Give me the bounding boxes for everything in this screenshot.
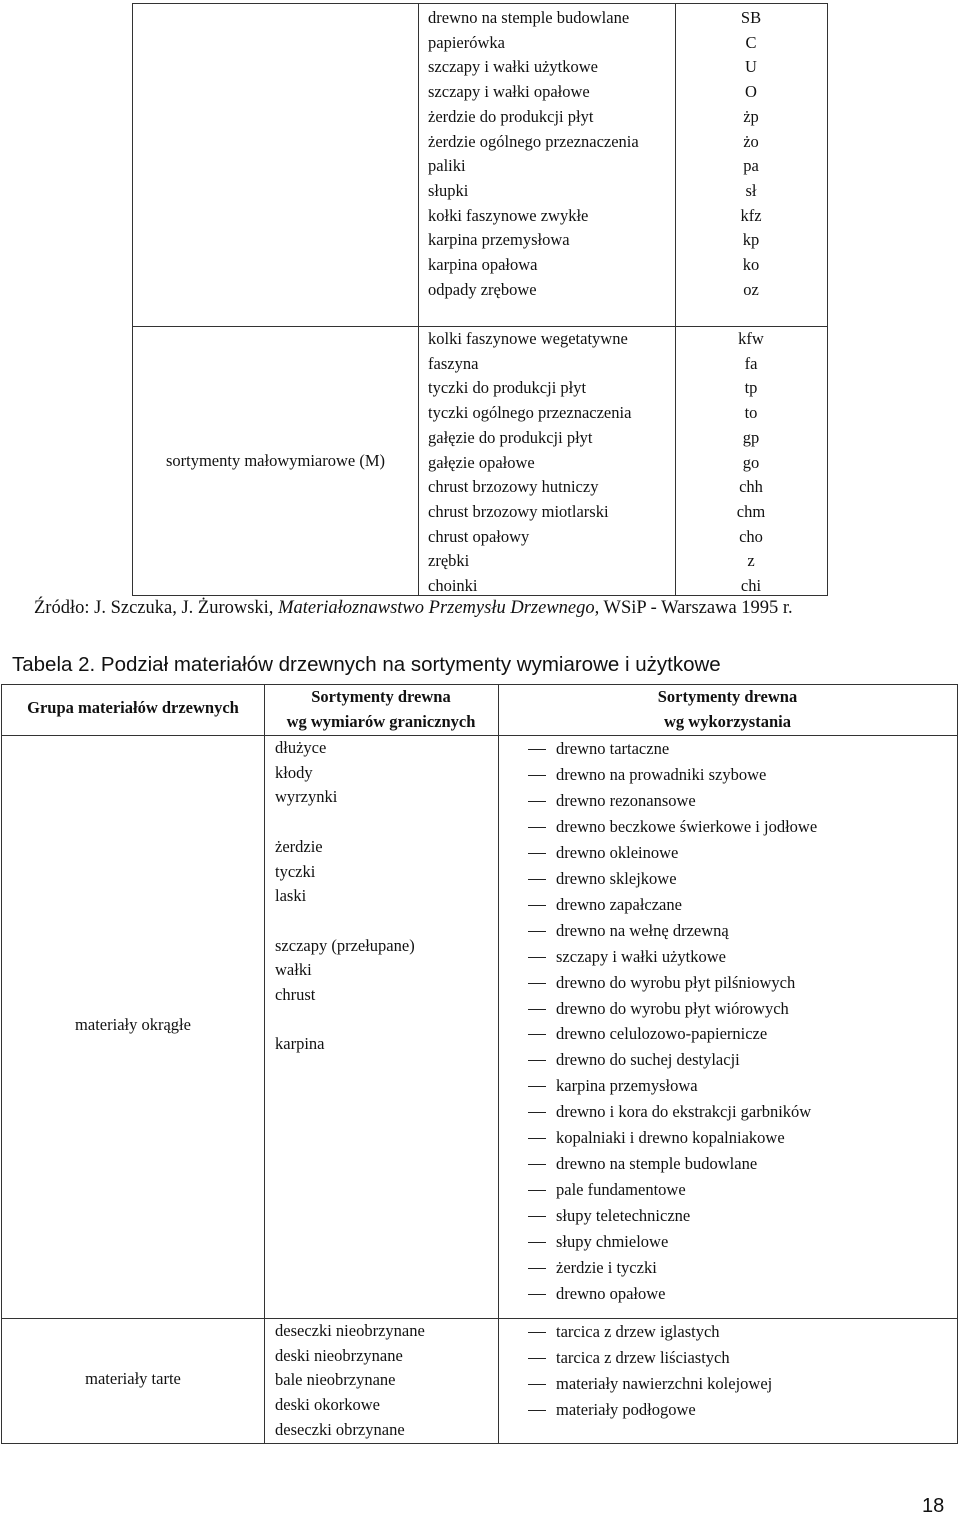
header-usage-line: wg wykorzystania xyxy=(664,711,791,731)
sortiment-name: szczapy i wałki użytkowe xyxy=(428,57,598,77)
list-item: drewno i kora do ekstrakcji garbników xyxy=(528,1099,817,1125)
column-divider xyxy=(418,4,419,326)
sortiment-code: kfz xyxy=(740,205,762,225)
dimension-item: deseczki nieobrzynane xyxy=(275,1321,425,1340)
dimension-item: żerdzie xyxy=(275,836,323,856)
sortiment-name: kołki faszynowe zwykłe xyxy=(428,205,589,225)
source-publisher: , WSiP - Warszawa 1995 r. xyxy=(594,598,793,618)
sortiment-code: z xyxy=(747,551,755,571)
dimension-item: kłody xyxy=(275,762,313,782)
dimension-item: chrust xyxy=(275,985,316,1004)
dimension-item: tyczki xyxy=(275,861,316,881)
dimension-sortiments xyxy=(275,736,415,1057)
group-label: materiały okrągłe xyxy=(75,1015,191,1034)
sortiment-names-cell xyxy=(428,327,631,599)
sortiment-code: tp xyxy=(744,378,758,398)
list-item: drewno do suchej destylacji xyxy=(528,1047,817,1073)
list-item: żerdzie i tyczki xyxy=(528,1255,817,1281)
sortiment-name: gałęzie opałowe xyxy=(428,452,535,472)
list-item: drewno do wyrobu płyt wiórowych xyxy=(528,996,817,1022)
sortiment-name: choinki xyxy=(428,576,478,596)
list-item: tarcica z drzew liściastych xyxy=(528,1345,772,1371)
group-label: materiały tarte xyxy=(85,1369,181,1388)
sortiment-name: żerdzie ogólnego przeznaczenia xyxy=(428,131,639,151)
sortiment-codes-table xyxy=(132,3,828,596)
list-item: kopalniaki i drewno kopalniakowe xyxy=(528,1125,817,1151)
source-authors: Źródło: J. Szczuka, J. Żurowski, xyxy=(34,598,279,618)
list-item: drewno celulozowo-papiernicze xyxy=(528,1021,817,1047)
sortiment-name: tyczki ogólnego przeznaczenia xyxy=(428,403,632,423)
column-divider xyxy=(264,685,265,1443)
sortiment-code: gp xyxy=(742,427,760,447)
dimension-item: deski okorkowe xyxy=(275,1395,380,1415)
dimension-item: wałki xyxy=(275,960,312,980)
sortiment-name: słupki xyxy=(428,180,469,200)
sortiment-code: sł xyxy=(745,180,757,200)
sortiment-name: karpina opałowa xyxy=(428,255,538,275)
header-usage xyxy=(498,685,957,734)
sortiment-name: karpina przemysłowa xyxy=(428,230,570,250)
list-item: słupy chmielowe xyxy=(528,1229,817,1255)
header-group: Grupa materiałów drzewnych xyxy=(27,698,239,717)
sortiment-name: tyczki do produkcji płyt xyxy=(428,378,587,398)
sortiment-code: kfw xyxy=(738,329,764,348)
sortiment-code: fa xyxy=(744,353,758,373)
sortiment-code: chm xyxy=(736,501,766,521)
list-item: drewno tartaczne xyxy=(528,736,817,762)
sortiment-code: chh xyxy=(739,477,763,497)
wood-materials-table xyxy=(1,684,958,1444)
sortiment-code: chi xyxy=(740,576,762,596)
list-item: drewno opałowe xyxy=(528,1281,817,1307)
row-divider xyxy=(2,1318,957,1319)
sortiment-code: O xyxy=(745,82,757,102)
table-row xyxy=(133,326,827,595)
sortiment-name: odpady zrębowe xyxy=(428,279,537,299)
list-item: szczapy i wałki użytkowe xyxy=(528,944,817,970)
list-item: drewno na wełnę drzewną xyxy=(528,918,817,944)
sortiment-code: kp xyxy=(742,230,760,250)
dimension-item: deseczki obrzynane xyxy=(275,1419,405,1439)
dimension-item: laski xyxy=(275,886,307,906)
list-item: drewno beczkowe świerkowe i jodłowe xyxy=(528,814,817,840)
sortiment-name: chrust brzozowy hutniczy xyxy=(428,477,599,497)
list-item: karpina przemysłowa xyxy=(528,1073,817,1099)
sortiment-name: gałęzie do produkcji płyt xyxy=(428,427,593,447)
sortiment-name: papierówka xyxy=(428,32,505,52)
group-label: sortymenty małowymiarowe (M) xyxy=(165,450,386,470)
source-title: Materiałoznawstwo Przemysłu Drzewnego xyxy=(278,598,595,618)
dimension-item: bale nieobrzynane xyxy=(275,1370,396,1390)
dimension-item: szczapy (przełupane) xyxy=(275,935,415,955)
sortiment-code: żo xyxy=(743,131,759,151)
header-dimensions-line: wg wymiarów granicznych xyxy=(286,711,476,731)
source-citation xyxy=(34,596,793,620)
page-number: 18 xyxy=(922,1495,945,1517)
sortiment-code: C xyxy=(745,32,757,52)
sortiment-code: to xyxy=(744,403,758,423)
sortiment-name: paliki xyxy=(428,156,466,176)
sortiment-codes-cell xyxy=(675,327,827,599)
list-item: drewno na prowadniki szybowe xyxy=(528,762,817,788)
sortiment-name: żerdzie do produkcji płyt xyxy=(428,106,594,126)
table-row xyxy=(133,4,827,327)
header-dimensions xyxy=(264,685,498,734)
dimension-item: karpina xyxy=(275,1034,325,1054)
dimension-sortiments xyxy=(275,1319,425,1443)
table-caption: Tabela 2. Podział materiałów drzewnych na sortymenty wymiarowe i użytkowe xyxy=(12,653,721,676)
column-divider xyxy=(498,685,499,1443)
dimension-item: dłużyce xyxy=(275,738,327,757)
list-item: drewno sklejkowe xyxy=(528,866,817,892)
sortiment-code: SB xyxy=(740,8,762,27)
sortiment-code: cho xyxy=(739,526,763,546)
dimension-item: wyrzynki xyxy=(275,787,338,807)
sortiment-name: kolki faszynowe wegetatywne xyxy=(428,329,628,348)
sortiment-name: chrust brzozowy miotlarski xyxy=(428,501,609,521)
sortiment-code: żp xyxy=(743,106,759,126)
usage-sortiments xyxy=(528,1319,772,1423)
sortiment-code: go xyxy=(742,452,760,472)
list-item: materiały podłogowe xyxy=(528,1397,772,1423)
usage-sortiments xyxy=(528,736,817,1307)
list-item: drewno do wyrobu płyt pilśniowych xyxy=(528,970,817,996)
list-item: drewno zapałczane xyxy=(528,892,817,918)
header-usage-line: Sortymenty drewna xyxy=(657,687,798,706)
sortiment-code: ko xyxy=(742,255,760,275)
list-item: drewno okleinowe xyxy=(528,840,817,866)
sortiment-name: chrust opałowy xyxy=(428,526,530,546)
sortiment-codes-cell xyxy=(675,6,827,302)
sortiment-code: oz xyxy=(743,279,759,299)
list-item: materiały nawierzchni kolejowej xyxy=(528,1371,772,1397)
sortiment-name: szczapy i wałki opałowe xyxy=(428,82,590,102)
sortiment-code: U xyxy=(745,57,757,77)
header-dimensions-line: Sortymenty drewna xyxy=(311,687,451,706)
column-divider xyxy=(418,326,419,595)
dimension-item: deski nieobrzynane xyxy=(275,1345,403,1365)
list-item: drewno na stemple budowlane xyxy=(528,1151,817,1177)
sortiment-name: zrębki xyxy=(428,551,470,571)
sortiment-name: faszyna xyxy=(428,353,479,373)
list-item: tarcica z drzew iglastych xyxy=(528,1319,772,1345)
list-item: pale fundamentowe xyxy=(528,1177,817,1203)
sortiment-code: pa xyxy=(743,156,759,176)
list-item: drewno rezonansowe xyxy=(528,788,817,814)
sortiment-names-cell xyxy=(428,6,639,302)
list-item: słupy teletechniczne xyxy=(528,1203,817,1229)
sortiment-name: drewno na stemple budowlane xyxy=(428,8,630,27)
